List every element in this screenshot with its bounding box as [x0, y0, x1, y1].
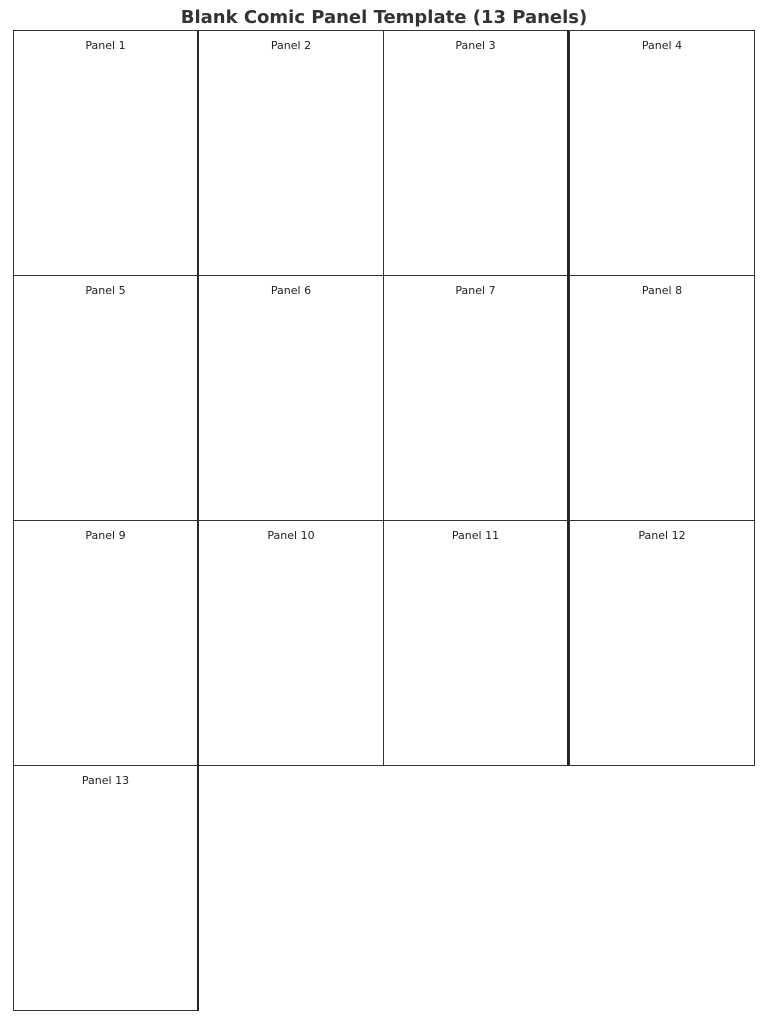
panel-label: Panel 11 — [451, 529, 500, 542]
panel-label: Panel 13 — [81, 774, 130, 787]
panel-grid — [13, 30, 755, 1011]
panel-label: Panel 10 — [267, 529, 315, 542]
panel-label: Panel 12 — [638, 529, 686, 542]
panel-label: Panel 4 — [641, 39, 683, 52]
panel-10[interactable] — [198, 520, 384, 766]
panel-9[interactable] — [13, 520, 199, 766]
panel-label: Panel 6 — [270, 284, 312, 297]
panel-12[interactable] — [569, 520, 755, 766]
panel-6[interactable] — [198, 275, 384, 521]
panel-label: Panel 1 — [85, 39, 126, 52]
page-title: Blank Comic Panel Template (13 Panels) — [180, 7, 588, 28]
panel-5[interactable] — [13, 275, 199, 521]
panel-4[interactable] — [569, 30, 755, 276]
panel-1[interactable] — [13, 30, 199, 276]
panel-label: Panel 7 — [455, 284, 496, 297]
panel-8[interactable] — [569, 275, 755, 521]
panel-label: Panel 3 — [455, 39, 496, 52]
panel-3[interactable] — [383, 30, 569, 276]
panel-7[interactable] — [383, 275, 569, 521]
panel-label: Panel 5 — [85, 284, 126, 297]
panel-label: Panel 8 — [641, 284, 683, 297]
panel-label: Panel 2 — [270, 39, 312, 52]
panel-label: Panel 9 — [85, 529, 126, 542]
panel-2[interactable] — [198, 30, 384, 276]
panel-13[interactable] — [13, 765, 199, 1011]
panel-11[interactable] — [383, 520, 569, 766]
